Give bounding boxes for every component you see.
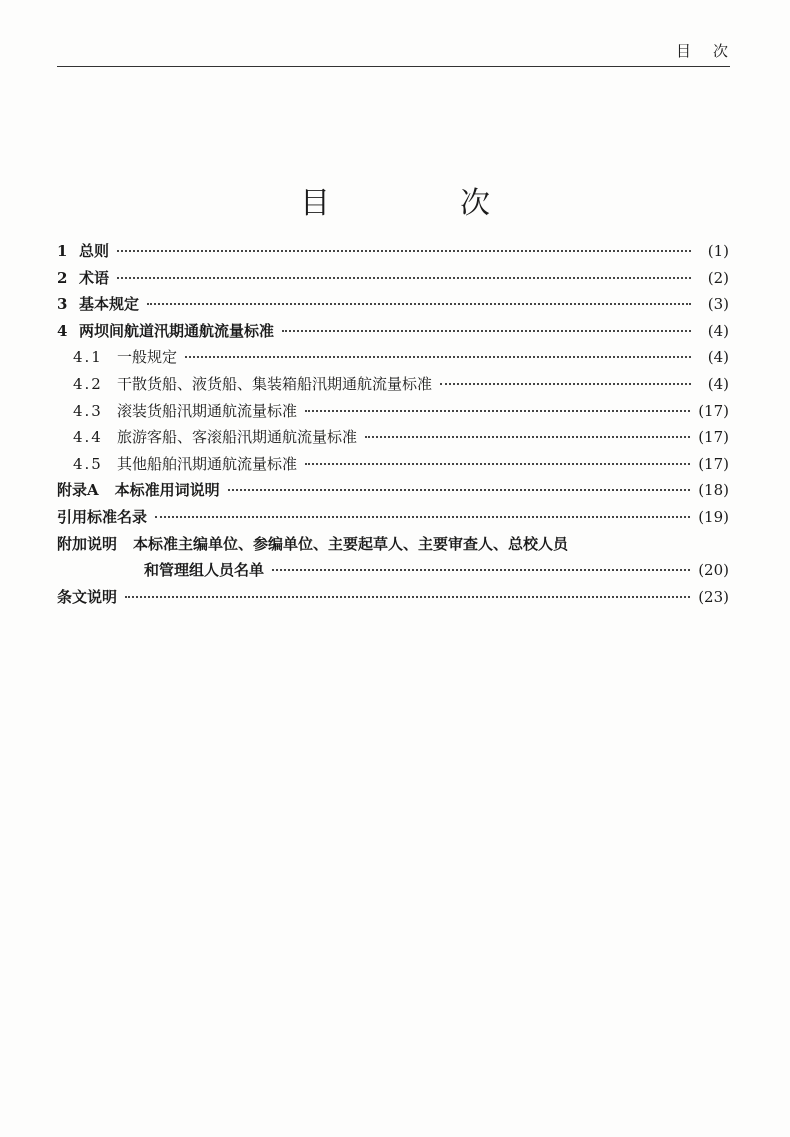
toc-page: (17)	[698, 454, 729, 473]
toc-entry-additional-notes[interactable]	[57, 531, 729, 558]
toc-subentry[interactable]	[57, 424, 729, 451]
toc-label: 其他船舶汛期通航流量标准	[117, 454, 298, 473]
toc-page: (23)	[698, 587, 729, 606]
dot-leader	[117, 276, 691, 279]
toc-number: 4	[57, 321, 68, 340]
toc-entry[interactable]	[57, 238, 729, 265]
dot-leader	[365, 435, 690, 438]
dot-leader	[147, 302, 691, 305]
dot-leader	[305, 462, 690, 465]
toc-label: 基本规定	[79, 295, 140, 314]
toc-label: 术语	[79, 268, 110, 287]
toc-entry-continuation[interactable]	[57, 557, 729, 584]
toc-subentry[interactable]	[57, 451, 729, 478]
toc-page: (17)	[698, 401, 729, 420]
dot-leader	[185, 355, 691, 358]
toc-number: 2	[57, 268, 68, 287]
toc-entry-commentary[interactable]	[57, 584, 729, 611]
page-title: 目 次	[300, 186, 540, 221]
toc-number: 3	[57, 295, 68, 314]
toc-page: (17)	[698, 428, 729, 447]
toc-number: 附加说明	[57, 534, 118, 553]
toc-label: 和管理组人员名单	[144, 561, 265, 580]
toc-label: 两坝间航道汛期通航流量标准	[79, 321, 275, 340]
toc-label: 滚装货船汛期通航流量标准	[117, 401, 298, 420]
toc-page: (19)	[698, 507, 729, 526]
toc-entry-references[interactable]	[57, 504, 729, 531]
running-header-title: 目次	[675, 42, 750, 60]
toc-subentry[interactable]	[57, 371, 729, 398]
toc-label: 一般规定	[117, 348, 178, 367]
toc-label: 本标准用词说明	[114, 481, 220, 500]
dot-leader	[305, 409, 690, 412]
dot-leader	[282, 329, 691, 332]
toc-entry[interactable]	[57, 291, 729, 318]
dot-leader	[272, 568, 690, 571]
toc-number: 4.1	[73, 348, 103, 367]
dot-leader	[125, 595, 690, 598]
dot-leader	[228, 488, 691, 491]
toc-number: 4.2	[73, 374, 103, 393]
toc-label: 旅游客船、客滚船汛期通航流量标准	[117, 428, 358, 447]
toc-page: (4)	[707, 348, 729, 367]
toc-subentry[interactable]	[57, 344, 729, 371]
toc-label: 总则	[79, 242, 110, 260]
toc-entry-appendix[interactable]	[57, 477, 729, 504]
dot-leader	[117, 249, 691, 252]
table-of-contents	[57, 238, 729, 610]
toc-page: (4)	[707, 374, 729, 393]
toc-label: 本标准主编单位、参编单位、主要起草人、主要审查人、总校人员	[133, 534, 569, 553]
toc-number: 附录A	[57, 481, 99, 500]
toc-number: 4.5	[73, 454, 103, 473]
toc-page: (20)	[698, 561, 729, 580]
toc-entry[interactable]	[57, 265, 729, 292]
toc-page: (3)	[707, 295, 729, 314]
toc-label: 引用标准名录	[57, 507, 148, 526]
toc-entry[interactable]	[57, 318, 729, 345]
toc-page: (4)	[707, 321, 729, 340]
toc-label: 条文说明	[57, 587, 118, 606]
header-rule	[57, 66, 730, 67]
toc-label: 干散货船、液货船、集装箱船汛期通航流量标准	[117, 374, 433, 393]
toc-page: (18)	[698, 481, 729, 500]
toc-page: (2)	[707, 268, 729, 287]
dot-leader	[440, 382, 691, 385]
toc-number: 4.3	[73, 401, 103, 420]
toc-number: 4.4	[73, 428, 103, 447]
toc-page: (1)	[707, 242, 729, 260]
toc-number: 1	[57, 242, 68, 260]
toc-subentry[interactable]	[57, 398, 729, 425]
dot-leader	[155, 515, 690, 518]
